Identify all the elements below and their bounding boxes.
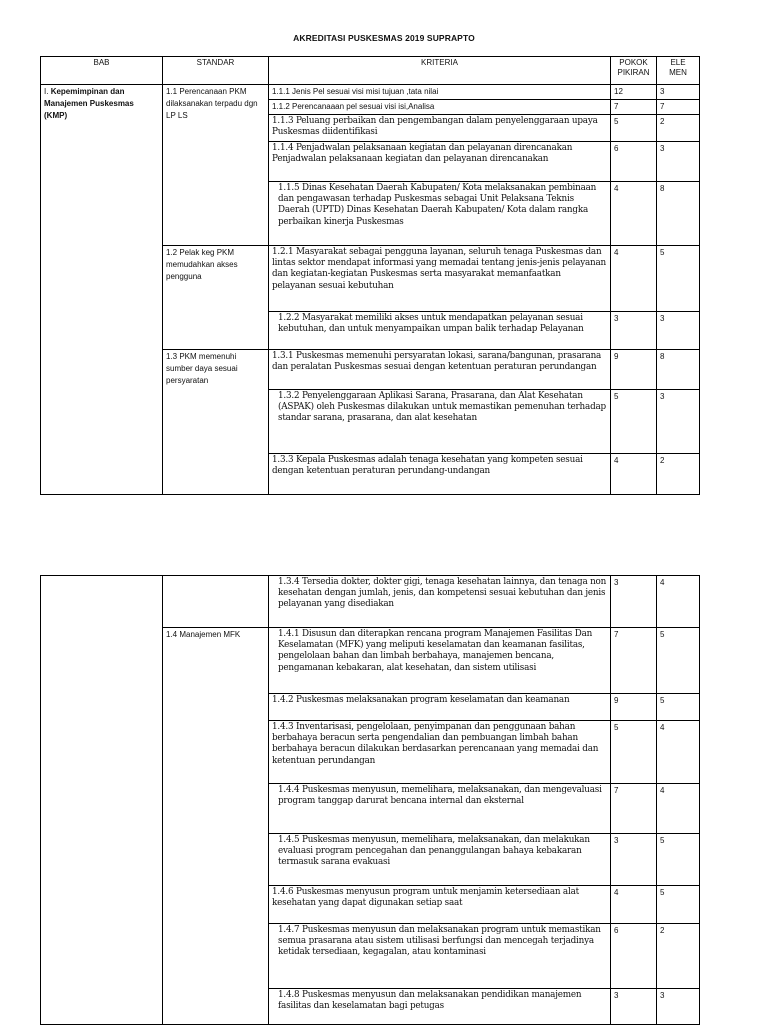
elemen-1-4-7: 2	[657, 924, 700, 989]
kriteria-1-2-2: 1.2.2 Masyarakat memiliki akses untuk mendapatkan pelayanan sesuai kebutuhan, dan untuk menyampaikan umpan balik terhadap Pelayanan	[269, 312, 611, 350]
kriteria-1-1-5: 1.1.5 Dinas Kesehatan Daerah Kabupaten/ Kota melaksanakan pembinaan dan pengawasan terhadap Puskesmas sebagai Unit Pelaksana Teknis Daerah (UPTD) Dinas Kesehatan Daerah Kabupaten/ Kota dalam rangka perbaikan kinerja Puskesmas	[269, 182, 611, 246]
elemen-1-4-6: 5	[657, 886, 700, 924]
elemen-1-1-2: 7	[657, 100, 700, 115]
elemen-1-1-5: 8	[657, 182, 700, 246]
document-title: AKREDITASI PUSKESMAS 2019 SUPRAPTO	[293, 33, 475, 43]
kriteria-1-1-3: 1.1.3 Peluang perbaikan dan pengembangan dalam penyelenggaraan upaya Puskesmas diidentifikasi	[269, 115, 611, 142]
standar-cell-continued	[163, 576, 269, 628]
kriteria-1-4-8: 1.4.8 Puskesmas menyusun dan melaksanakan pendidikan manajemen fasilitas dan keselamatan bagi petugas	[269, 989, 611, 1025]
table-row	[41, 85, 700, 100]
bab-name: Kepemimpinan dan Manajemen Puskesmas	[44, 87, 134, 108]
pokok-1-3-1: 9	[611, 350, 657, 390]
elemen-1-4-5: 5	[657, 834, 700, 886]
pokok-1-1-1: 12	[611, 85, 657, 100]
standar-1-1: 1.1 Perencanaan PKM dilaksanakan terpadu dgn LP LS	[163, 85, 269, 246]
kriteria-1-1-1: 1.1.1 Jenis Pel sesuai visi misi tujuan ,tata nilai	[269, 85, 611, 100]
standar-1-4: 1.4 Manajemen MFK	[163, 628, 269, 1025]
header-row	[41, 57, 700, 85]
kriteria-1-2-1: 1.2.1 Masyarakat sebagai pengguna layanan, seluruh tenaga Puskesmas dan lintas sektor mendapat informasi yang memadai tentang jenis-jenis pelayanan dan kegiatan-kegiatan Puskesmas serta masyarakat memanfaatkan pelayanan sesuai kebutuhan	[269, 246, 611, 312]
pokok-1-4-5: 3	[611, 834, 657, 886]
kriteria-1-4-1: 1.4.1 Disusun dan diterapkan rencana program Manajemen Fasilitas Dan Keselamatan (MFK) yang meliputi keselamatan dan keamanan fasilitas, pengelolaan bahan dan limbah berbahaya, manajemen bencana, pengamanan kebakaran, alat kesehatan, dan sistem utilisasi	[269, 628, 611, 694]
kriteria-1-4-4: 1.4.4 Puskesmas menyusun, memelihara, melaksanakan, dan mengevaluasi program tanggap darurat bencana internal dan eksternal	[269, 784, 611, 834]
pokok-1-4-6: 4	[611, 886, 657, 924]
pokok-1-3-4: 3	[611, 576, 657, 628]
pokok-1-4-1: 7	[611, 628, 657, 694]
header-bab: BAB	[41, 57, 163, 85]
elemen-1-2-2: 3	[657, 312, 700, 350]
kriteria-1-4-2: 1.4.2 Puskesmas melaksanakan program keselamatan dan keamanan	[269, 694, 611, 721]
kriteria-1-4-5: 1.4.5 Puskesmas menyusun, memelihara, melaksanakan, dan melakukan evaluasi program pencegahan dan penanggulangan bahaya kebakaran termasuk sarana evakuasi	[269, 834, 611, 886]
pokok-1-2-2: 3	[611, 312, 657, 350]
elemen-1-1-4: 3	[657, 142, 700, 182]
elemen-1-4-8: 3	[657, 989, 700, 1025]
kriteria-1-4-3: 1.4.3 Inventarisasi, pengelolaan, penyimpanan dan penggunaan bahan berbahaya beracun serta pengendalian dan pembuangan limbah bahan berbahaya beracun dilakukan berdasarkan perencanaan yang memadai dan ketentuan perundangan	[269, 721, 611, 784]
kriteria-1-1-2: 1.1.2 Perencanaaan pel sesuai visi isi,Analisa	[269, 100, 611, 115]
standar-1-2: 1.2 Pelak keg PKM memudahkan akses pengguna	[163, 246, 269, 350]
kriteria-1-4-7: 1.4.7 Puskesmas menyusun dan melaksanakan program untuk memastikan semua prasarana atau sistem utilisasi berfungsi dan mencegah terjadinya ketidak tersediaan, kegagalan, atau kontaminasi	[269, 924, 611, 989]
header-elemen: ELE MEN	[657, 57, 700, 85]
elemen-1-3-2: 3	[657, 390, 700, 454]
elemen-1-2-1: 5	[657, 246, 700, 312]
pokok-1-4-3: 5	[611, 721, 657, 784]
standar-1-3: 1.3 PKM memenuhi sumber daya sesuai persyaratan	[163, 350, 269, 495]
elemen-1-4-4: 4	[657, 784, 700, 834]
pokok-1-1-2: 7	[611, 100, 657, 115]
kriteria-1-1-4: 1.1.4 Penjadwalan pelaksanaan kegiatan dan pelayanan direncanakan Penjadwalan pelaksanaan kegiatan dan pelayanan direncanakan	[269, 142, 611, 182]
elemen-1-3-1: 8	[657, 350, 700, 390]
bab-cell-continued	[41, 576, 163, 1025]
header-pokok-pikiran: POKOK PIKIRAN	[611, 57, 657, 85]
header-standar: STANDAR	[163, 57, 269, 85]
kriteria-1-3-3: 1.3.3 Kepala Puskesmas adalah tenaga kesehatan yang kompeten sesuai dengan ketentuan peraturan perundang-undangan	[269, 454, 611, 495]
kriteria-1-3-1: 1.3.1 Puskesmas memenuhi persyaratan lokasi, sarana/bangunan, prasarana dan peralatan Puskesmas sesuai dengan ketentuan peraturan perundangan	[269, 350, 611, 390]
pokok-1-3-3: 4	[611, 454, 657, 495]
header-kriteria: KRITERIA	[269, 57, 611, 85]
pokok-1-4-7: 6	[611, 924, 657, 989]
elemen-1-3-3: 2	[657, 454, 700, 495]
bab-cell	[41, 85, 163, 495]
pokok-1-4-2: 9	[611, 694, 657, 721]
kriteria-1-4-6: 1.4.6 Puskesmas menyusun program untuk menjamin ketersediaan alat kesehatan yang dapat digunakan setiap saat	[269, 886, 611, 924]
elemen-1-1-3: 2	[657, 115, 700, 142]
pokok-1-1-5: 4	[611, 182, 657, 246]
kriteria-1-3-4: 1.3.4 Tersedia dokter, dokter gigi, tenaga kesehatan lainnya, dan tenaga non kesehatan dengan jumlah, jenis, dan kompetensi sesuai kebutuhan dan jenis pelayanan yang disediakan	[269, 576, 611, 628]
pokok-1-2-1: 4	[611, 246, 657, 312]
table-row	[41, 576, 700, 628]
elemen-1-4-3: 4	[657, 721, 700, 784]
kriteria-1-3-2: 1.3.2 Penyelenggaraan Aplikasi Sarana, Prasarana, dan Alat Kesehatan (ASPAK) oleh Puskesmas dilakukan untuk memastikan pemenuhan terhadap standar sarana, prasarana, dan alat kesehatan	[269, 390, 611, 454]
pokok-1-3-2: 5	[611, 390, 657, 454]
pokok-1-4-4: 7	[611, 784, 657, 834]
elemen-1-4-2: 5	[657, 694, 700, 721]
criteria-table-1	[40, 56, 700, 495]
pokok-1-1-4: 6	[611, 142, 657, 182]
bab-prefix: I.	[44, 87, 49, 96]
pokok-1-4-8: 3	[611, 989, 657, 1025]
elemen-1-4-1: 5	[657, 628, 700, 694]
criteria-table-2	[40, 575, 700, 1025]
bab-code: (KMP)	[44, 111, 68, 120]
pokok-1-1-3: 5	[611, 115, 657, 142]
elemen-1-1-1: 3	[657, 85, 700, 100]
elemen-1-3-4: 4	[657, 576, 700, 628]
